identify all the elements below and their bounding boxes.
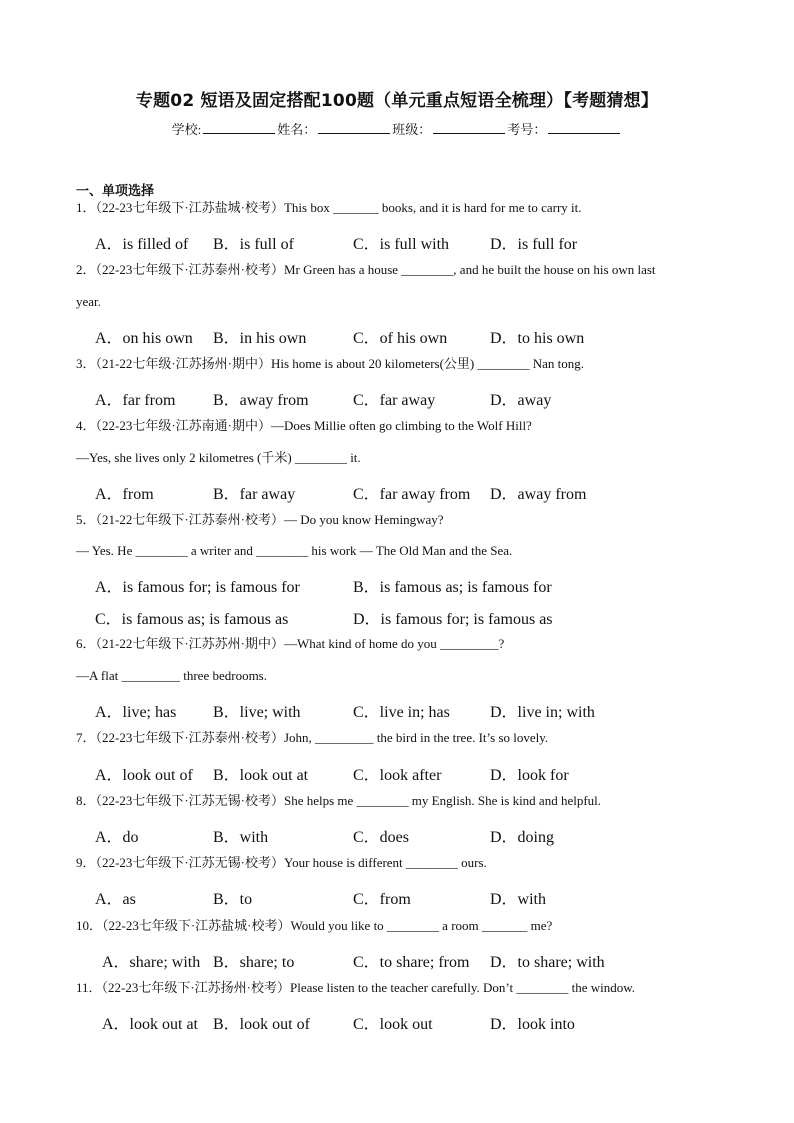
field-name-label: 姓名： (277, 122, 317, 137)
question-5-option-D[interactable]: D．is famous for; is famous as (353, 611, 553, 628)
question-5-line-2: — Yes. He ________ a writer and ________ his work — The Old Man and the Sea. (76, 543, 513, 558)
question-10-option-C[interactable]: C．to share; from (353, 954, 470, 971)
question-1-line-1: 1．（22-23七年级下·江苏盐城·校考）This box _______ books, and it is hard for me to carry it. (76, 200, 582, 215)
question-7-option-D[interactable]: D．look for (490, 767, 569, 784)
question-6-line-2: —A flat _________ three bedrooms. (76, 668, 267, 683)
question-10-line-1: 10．（22-23七年级下·江苏盐城·校考）Would you like to ________ a room _______ me? (76, 918, 553, 933)
question-7-option-A[interactable]: A．look out of (95, 767, 193, 784)
question-11-line-1: 11．（22-23七年级下·江苏扬州·校考）Please listen to the teacher carefully. Don’t ________ the window. (76, 980, 636, 995)
field-school-blank (203, 121, 275, 134)
question-3-option-B[interactable]: B．away from (213, 392, 309, 409)
question-9-option-A[interactable]: A．as (95, 891, 136, 908)
question-10-option-D[interactable]: D．to share; with (490, 954, 605, 971)
question-4-line-1: 4．（22-23七年级·江苏南通·期中）—Does Millie often go climbing to the Wolf Hill? (76, 418, 532, 433)
student-info-row (0, 119, 794, 138)
question-6-option-A[interactable]: A．live; has (95, 704, 177, 721)
question-8-option-C[interactable]: C．does (353, 829, 410, 846)
question-5-option-C[interactable]: C．is famous as; is famous as (95, 611, 289, 628)
question-5-option-B[interactable]: B．is famous as; is famous for (353, 579, 552, 596)
section-title: 一、单项选择 (76, 184, 155, 199)
question-8-line-1: 8．（22-23七年级下·江苏无锡·校考）She helps me ________ my English. She is kind and helpful. (76, 793, 602, 808)
question-3-option-C[interactable]: C．far away (353, 392, 436, 409)
question-2-line-2: year. (76, 294, 101, 309)
question-2-line-1: 2．（22-23七年级下·江苏泰州·校考）Mr Green has a house ________, and he built the house on his own last (76, 262, 656, 277)
question-1-option-B[interactable]: B．is full of (213, 236, 294, 253)
question-5-line-1: 5．（21-22七年级下·江苏泰州·校考）— Do you know Hemingway? (76, 512, 444, 527)
question-9-option-B[interactable]: B．to (213, 891, 253, 908)
question-9-option-C[interactable]: C．from (353, 891, 411, 908)
question-2-option-C[interactable]: C．of his own (353, 330, 448, 347)
question-2-option-B[interactable]: B．in his own (213, 330, 307, 347)
question-6-option-C[interactable]: C．live in; has (353, 704, 450, 721)
question-9-line-1: 9．（22-23七年级下·江苏无锡·校考）Your house is different ________ ours. (76, 855, 487, 870)
question-1-option-C[interactable]: C．is full with (353, 236, 450, 253)
question-4-option-D[interactable]: D．away from (490, 486, 587, 503)
question-4-option-B[interactable]: B．far away (213, 486, 296, 503)
question-1-option-A[interactable]: A．is filled of (95, 236, 189, 253)
question-7-option-C[interactable]: C．look after (353, 767, 442, 784)
question-6-option-B[interactable]: B．live; with (213, 704, 301, 721)
question-8-option-B[interactable]: B．with (213, 829, 269, 846)
question-2-option-D[interactable]: D．to his own (490, 330, 585, 347)
question-10-option-B[interactable]: B．share; to (213, 954, 295, 971)
question-9-option-D[interactable]: D．with (490, 891, 547, 908)
page-title: 专题02 短语及固定搭配100题（单元重点短语全梳理）【考题猜想】 (135, 91, 659, 111)
question-11-option-D[interactable]: D．look into (490, 1016, 575, 1033)
question-4-option-C[interactable]: C．far away from (353, 486, 471, 503)
field-name-blank (318, 121, 390, 134)
question-1-option-D[interactable]: D．is full for (490, 236, 578, 253)
question-4-line-2: —Yes, she lives only 2 kilometres (千米) ________ it. (76, 450, 361, 465)
question-6-line-1: 6．（21-22七年级下·江苏苏州·期中）—What kind of home do you _________? (76, 636, 505, 651)
field-class-label: 班级： (392, 122, 432, 137)
question-8-option-D[interactable]: D．doing (490, 829, 555, 846)
question-2-option-A[interactable]: A．on his own (95, 330, 193, 347)
field-school-label: 学校: (171, 122, 202, 137)
question-7-option-B[interactable]: B．look out at (213, 767, 309, 784)
field-exam-number-blank (548, 121, 620, 134)
question-5-option-A[interactable]: A．is famous for; is famous for (95, 579, 300, 596)
question-8-option-A[interactable]: A．do (95, 829, 139, 846)
question-10-option-A[interactable]: A．share; with (102, 954, 201, 971)
question-6-option-D[interactable]: D．live in; with (490, 704, 595, 721)
question-4-option-A[interactable]: A．from (95, 486, 154, 503)
question-3-line-1: 3．（21-22七年级·江苏扬州·期中）His home is about 20 kilometers(公里) ________ Nan tong. (76, 356, 585, 371)
question-7-line-1: 7．（22-23七年级下·江苏泰州·校考）John, _________ the bird in the tree. It’s so lovely. (76, 730, 549, 745)
question-11-option-C[interactable]: C．look out (353, 1016, 433, 1033)
question-11-option-B[interactable]: B．look out of (213, 1016, 310, 1033)
field-class-blank (433, 121, 505, 134)
field-exam-number-label: 考号： (507, 122, 547, 137)
question-3-option-D[interactable]: D．away (490, 392, 552, 409)
question-3-option-A[interactable]: A．far from (95, 392, 176, 409)
question-11-option-A[interactable]: A．look out at (102, 1016, 198, 1033)
